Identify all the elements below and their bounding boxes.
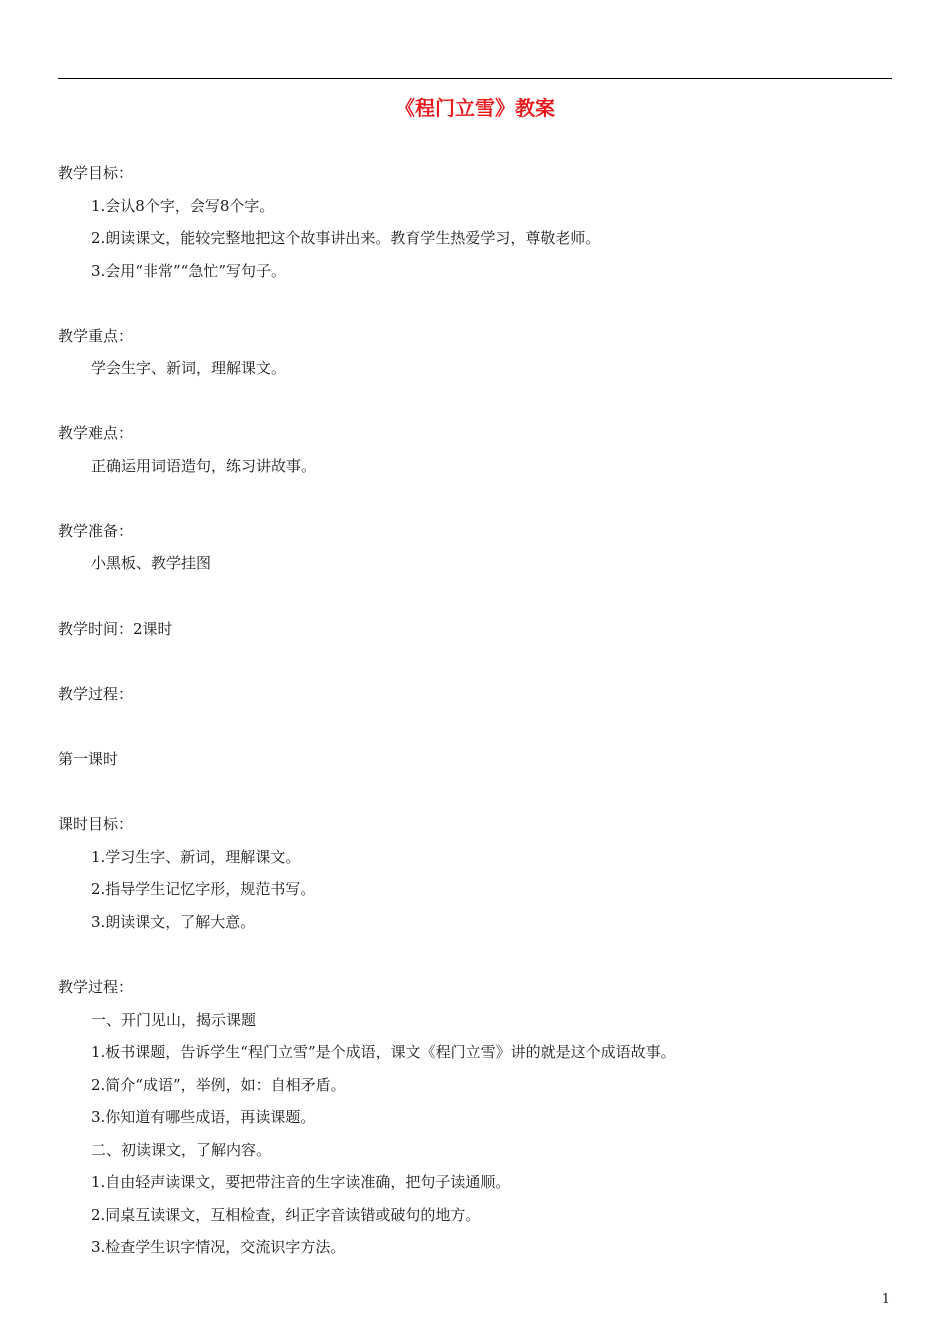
lesson1-step: 1.自由轻声读课文，要把带注音的生字读准确，把句子读通顺。 (91, 1173, 511, 1191)
teaching-time: 教学时间：2课时 (58, 620, 173, 638)
lesson1-step: 3.检查学生识字情况，交流识字方法。 (91, 1238, 346, 1256)
key-points-heading: 教学重点： (58, 327, 134, 345)
objectives-heading: 教学目标： (58, 164, 134, 182)
lesson1-step: 2.同桌互读课文，互相检查，纠正字音读错或破句的地方。 (91, 1206, 481, 1224)
objective-item: 3.会用“非常”“急忙”写句子。 (91, 262, 286, 280)
difficulties-heading: 教学难点： (58, 424, 134, 442)
preparation-heading: 教学准备： (58, 522, 134, 540)
objective-item: 2.朗读课文，能较完整地把这个故事讲出来。教育学生热爱学习，尊敬老师。 (91, 229, 601, 247)
lesson1-goal-item: 3.朗读课文，了解大意。 (91, 913, 256, 931)
lesson1-step: 二、初读课文，了解内容。 (91, 1141, 272, 1159)
lesson1-goal-item: 2.指导学生记忆字形，规范书写。 (91, 880, 316, 898)
header-rule (58, 78, 892, 79)
lesson1-heading: 第一课时 (58, 750, 119, 768)
objective-item: 1.会认8个字，会写8个字。 (91, 197, 275, 215)
preparation-text: 小黑板、教学挂图 (91, 554, 212, 572)
lesson1-goal-item: 1.学习生字、新词，理解课文。 (91, 848, 301, 866)
key-points-text: 学会生字、新词，理解课文。 (91, 359, 287, 377)
page-number: 1 (881, 1292, 890, 1307)
process-heading: 教学过程： (58, 685, 134, 703)
lesson1-step: 2.简介“成语”，举例，如：自相矛盾。 (91, 1076, 346, 1094)
lesson1-step: 3.你知道有哪些成语，再读课题。 (91, 1108, 316, 1126)
lesson1-process-heading: 教学过程： (58, 978, 134, 996)
lesson1-goals-heading: 课时目标： (58, 815, 134, 833)
difficulties-text: 正确运用词语造句，练习讲故事。 (91, 457, 317, 475)
lesson1-step: 1.板书课题，告诉学生“程门立雪”是个成语，课文《程门立雪》讲的就是这个成语故事。 (91, 1043, 676, 1061)
document-title: 《程门立雪》教案 (395, 96, 555, 120)
lesson1-step: 一、开门见山，揭示课题 (91, 1011, 257, 1029)
